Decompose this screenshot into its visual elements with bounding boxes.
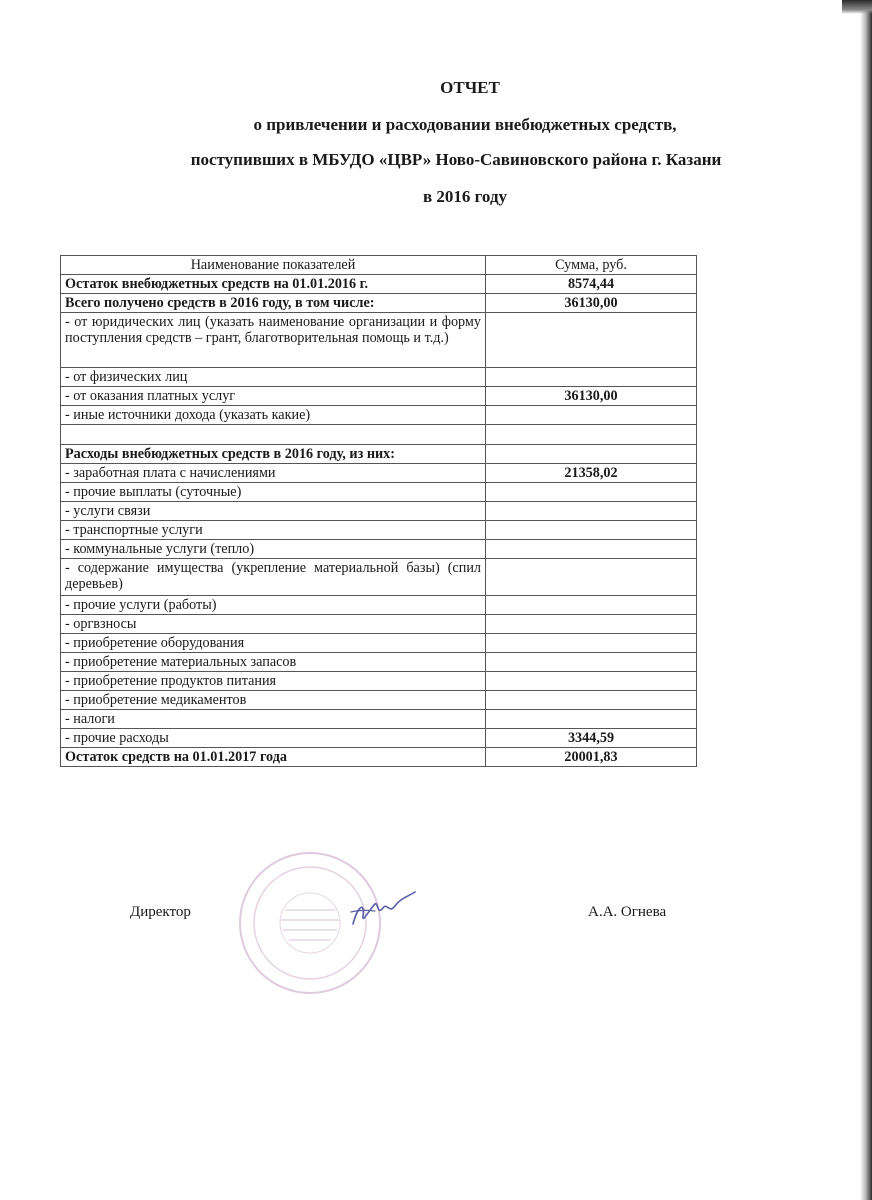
- row-amount: [486, 672, 697, 691]
- table-header-row: [61, 256, 697, 275]
- table-row: [61, 368, 697, 387]
- scan-edge-shadow: [860, 0, 872, 1200]
- table-row: [61, 559, 697, 596]
- table-row: [61, 596, 697, 615]
- row-name: - приобретение материальных запасов: [61, 653, 486, 672]
- row-amount: [486, 540, 697, 559]
- signature-name: А.А. Огнева: [588, 904, 667, 920]
- row-amount: [486, 653, 697, 672]
- report-subtitle-line1: о привлечении и расходовании внебюджетных средств,: [253, 115, 677, 134]
- row-name: - приобретение оборудования: [61, 634, 486, 653]
- table-row: [61, 521, 697, 540]
- signature-position: Директор: [130, 904, 191, 920]
- row-amount: [486, 634, 697, 653]
- row-amount: 36130,00: [486, 387, 697, 406]
- row-amount: [486, 596, 697, 615]
- row-name: - от физических лиц: [61, 368, 486, 387]
- row-name: Остаток внебюджетных средств на 01.01.2016 г.: [61, 275, 486, 294]
- row-name: - заработная плата с начислениями: [61, 464, 486, 483]
- row-amount: [486, 483, 697, 502]
- table-row: [61, 464, 697, 483]
- table-row: [61, 691, 697, 710]
- table-row: [61, 387, 697, 406]
- row-name: Расходы внебюджетных средств в 2016 году, из них:: [61, 445, 486, 464]
- header-amount: Сумма, руб.: [486, 256, 697, 275]
- row-amount: 20001,83: [486, 748, 697, 767]
- table-row: [61, 615, 697, 634]
- table-row: [61, 729, 697, 748]
- row-name: - налоги: [61, 710, 486, 729]
- table-row: [61, 672, 697, 691]
- row-amount: [486, 368, 697, 387]
- row-name: - от юридических лиц (указать наименование организации и форму поступления средств – грант, благотворительная помощь и т.д.): [61, 313, 486, 368]
- table-row: [61, 445, 697, 464]
- table-row: [61, 653, 697, 672]
- row-name: - приобретение медикаментов: [61, 691, 486, 710]
- table-row: [61, 313, 697, 368]
- row-amount: [486, 615, 697, 634]
- row-amount: [486, 710, 697, 729]
- row-name: - приобретение продуктов питания: [61, 672, 486, 691]
- row-name: - прочие расходы: [61, 729, 486, 748]
- scan-corner-shadow: [842, 0, 872, 14]
- report-table: [60, 255, 697, 767]
- row-name: - оргвзносы: [61, 615, 486, 634]
- row-amount: [486, 445, 697, 464]
- row-name: - услуги связи: [61, 502, 486, 521]
- table-row: [61, 275, 697, 294]
- row-name: - содержание имущества (укрепление материальной базы) (спил деревьев): [61, 559, 486, 596]
- row-name: - прочие выплаты (суточные): [61, 483, 486, 502]
- table-row: [61, 540, 697, 559]
- table-row: [61, 710, 697, 729]
- row-amount: 3344,59: [486, 729, 697, 748]
- row-amount: [486, 502, 697, 521]
- row-amount: 36130,00: [486, 294, 697, 313]
- row-amount: 21358,02: [486, 464, 697, 483]
- report-title: ОТЧЕТ: [440, 78, 500, 97]
- table-row-empty: [61, 425, 697, 445]
- header-name: Наименование показателей: [61, 256, 486, 275]
- table-row: [61, 406, 697, 425]
- table-row: [61, 294, 697, 313]
- row-amount: [486, 691, 697, 710]
- row-amount: [486, 406, 697, 425]
- row-amount: [486, 313, 697, 368]
- row-name: - иные источники дохода (указать какие): [61, 406, 486, 425]
- row-name: - транспортные услуги: [61, 521, 486, 540]
- table-row: [61, 748, 697, 767]
- row-name: Всего получено средств в 2016 году, в том числе:: [61, 294, 486, 313]
- row-name: - прочие услуги (работы): [61, 596, 486, 615]
- table-row: [61, 634, 697, 653]
- row-name: [61, 425, 486, 445]
- report-subtitle-line2: поступивших в МБУДО «ЦВР» Ново-Савиновского района г. Казани: [190, 150, 722, 169]
- row-name: - коммунальные услуги (тепло): [61, 540, 486, 559]
- signature-scribble-icon: [345, 888, 423, 932]
- row-name: - от оказания платных услуг: [61, 387, 486, 406]
- row-name: Остаток средств на 01.01.2017 года: [61, 748, 486, 767]
- row-amount: [486, 559, 697, 596]
- row-amount: [486, 521, 697, 540]
- row-amount: [486, 425, 697, 445]
- report-subtitle-line3: в 2016 году: [422, 187, 508, 206]
- table-row: [61, 502, 697, 521]
- row-amount: 8574,44: [486, 275, 697, 294]
- table-row: [61, 483, 697, 502]
